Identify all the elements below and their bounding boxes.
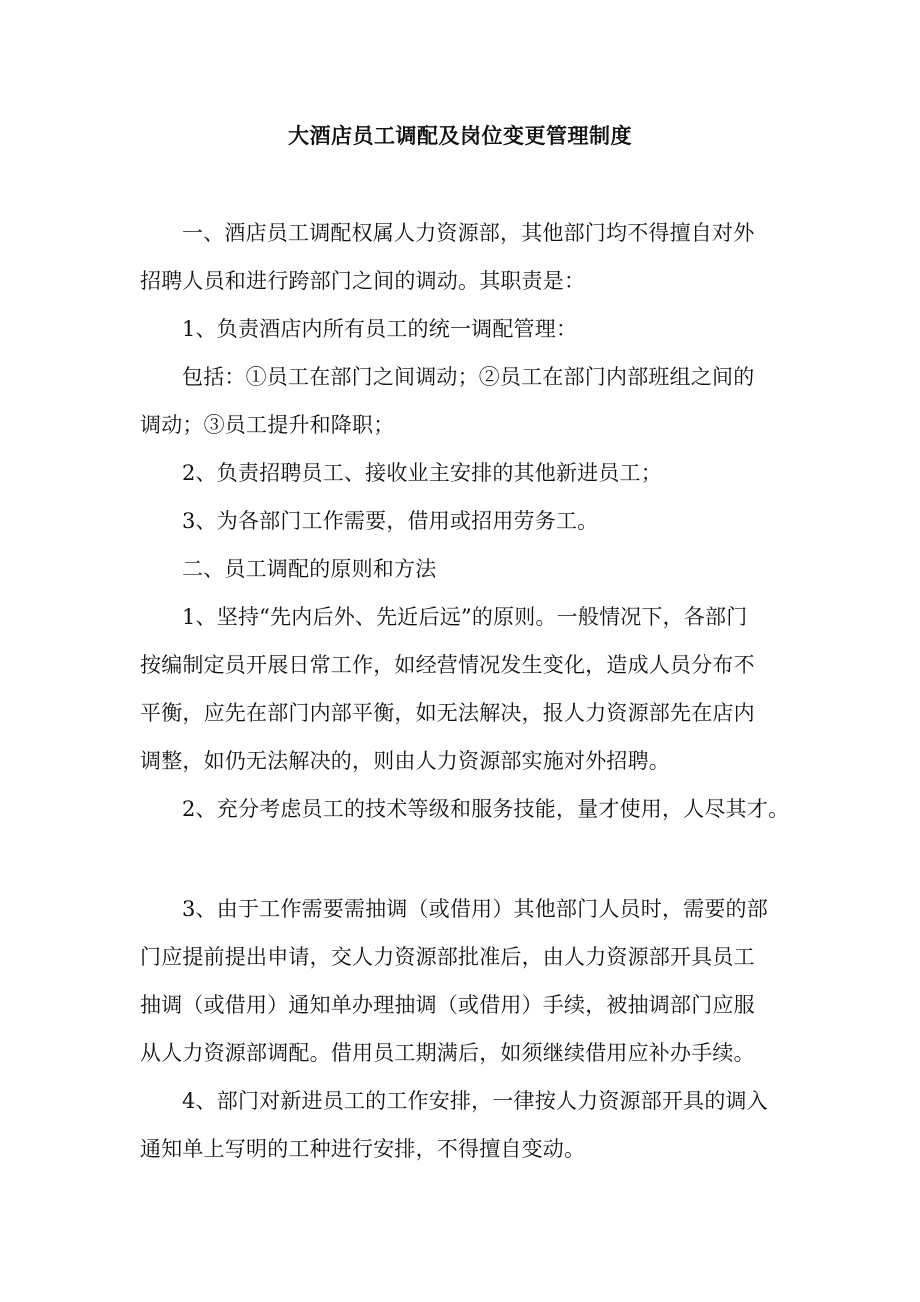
paragraph-line: 2、充分考虑员工的技术等级和服务技能，量才使用，人尽其才。 xyxy=(182,797,790,821)
paragraph-line: 1、负责酒店内所有员工的统一调配管理： xyxy=(182,317,578,341)
paragraph-line: 3、为各部门工作需要，借用或招用劳务工。 xyxy=(182,509,599,533)
paragraph-line: 4、部门对新进员工的工作安排，一律按人力资源部开具的调入 xyxy=(182,1089,768,1113)
paragraph-line: 包括：①员工在部门之间调动；②员工在部门内部班组之间的 xyxy=(182,365,755,389)
paragraph-line: 调动；③员工提升和降职； xyxy=(140,413,395,437)
paragraph-line: 按编制定员开展日常工作，如经营情况发生变化，造成人员分布不 xyxy=(140,653,755,677)
paragraph-line: 门应提前提出申请，交人力资源部批准后，由人力资源部开具员工 xyxy=(140,945,755,969)
paragraph-line: 从人力资源部调配。借用员工期满后，如须继续借用应补办手续。 xyxy=(140,1041,755,1065)
paragraph-line: 通知单上写明的工种进行安排，不得擅自变动。 xyxy=(140,1137,586,1161)
paragraph-line: 调整，如仍无法解决的，则由人力资源部实施对外招聘。 xyxy=(140,749,670,773)
paragraph-line: 平衡，应先在部门内部平衡，如无法解决，报人力资源部先在店内 xyxy=(140,701,755,725)
document-title: 大酒店员工调配及岗位变更管理制度 xyxy=(288,123,632,148)
section-heading: 二、员工调配的原则和方法 xyxy=(182,557,437,581)
paragraph-line: 招聘人员和进行跨部门之间的调动。其职责是： xyxy=(140,269,586,293)
paragraph-line: 抽调（或借用）通知单办理抽调（或借用）手续，被抽调部门应服 xyxy=(140,993,755,1017)
paragraph-line: 1、坚持“先内后外、先近后远”的原则。一般情况下，各部门 xyxy=(182,605,748,629)
paragraph-line: 2、负责招聘员工、接收业主安排的其他新进员工； xyxy=(182,461,662,485)
paragraph-line: 一、酒店员工调配权属人力资源部，其他部门均不得擅自对外 xyxy=(182,221,755,245)
paragraph-line: 3、由于工作需要需抽调（或借用）其他部门人员时，需要的部 xyxy=(182,897,768,921)
